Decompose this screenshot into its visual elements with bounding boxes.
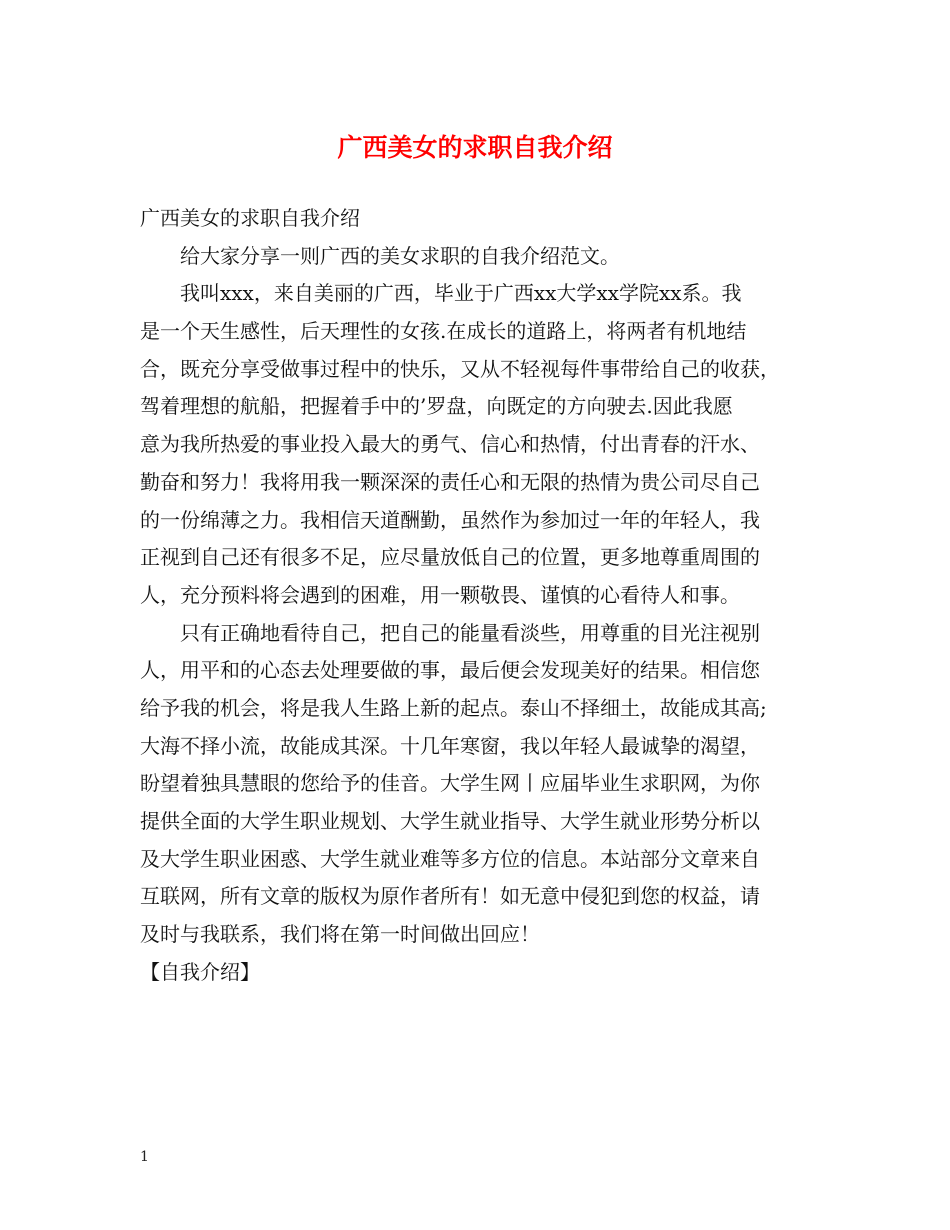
text-line: 合，既充分享受做事过程中的快乐，又从不轻视每件事带给自己的收获， xyxy=(140,356,780,381)
text-line: 盼望着独具慧眼的您给予的佳音。大学生网丨应届毕业生求职网，为你 xyxy=(140,771,760,796)
text-line: 驾着理想的航船，把握着手中的’罗盘，向既定的方向驶去.因此我愿 xyxy=(140,394,733,419)
text-line: 广西美女的求职自我介绍 xyxy=(140,206,360,230)
document-title: 广西美女的求职自我介绍 xyxy=(337,133,613,162)
text-line: 我叫xxx，来自美丽的广西，毕业于广西xx大学xx学院xx系。我 xyxy=(180,281,742,306)
text-line: 人，用平和的心态去处理要做的事，最后便会发现美好的结果。相信您 xyxy=(140,658,760,683)
text-line: 及大学生职业困惑、大学生就业难等多方位的信息。本站部分文章来自 xyxy=(140,846,760,871)
text-line: 只有正确地看待自己，把自己的能量看淡些，用尊重的目光注视别 xyxy=(180,620,760,645)
page-number: 1 xyxy=(140,1149,149,1165)
text-line: 的一份绵薄之力。我相信天道酬勤，虽然作为参加过一年的年轻人，我 xyxy=(140,507,760,532)
text-line: 是一个天生感性，后天理性的女孩.在成长的道路上，将两者有机地结 xyxy=(140,319,747,344)
text-line: 正视到自己还有很多不足，应尽量放低自己的位置，更多地尊重周围的 xyxy=(140,545,760,570)
text-line: 勤奋和努力！我将用我一颗深深的责任心和无限的热情为贵公司尽自己 xyxy=(140,469,760,494)
text-line: 给大家分享一则广西的美女求职的自我介绍范文。 xyxy=(180,243,620,268)
text-line: 给予我的机会，将是我人生路上新的起点。泰山不择细土，故能成其高; xyxy=(140,695,767,720)
text-line: 及时与我联系，我们将在第一时间做出回应！ xyxy=(140,922,540,947)
text-line: 【自我介绍】 xyxy=(140,959,260,984)
document-body xyxy=(140,200,820,991)
text-line: 人，充分预料将会遇到的困难，用一颗敬畏、谨慎的心看待人和事。 xyxy=(140,582,740,607)
text-line: 意为我所热爱的事业投入最大的勇气、信心和热情，付出青春的汗水、 xyxy=(140,432,760,457)
text-line: 互联网，所有文章的版权为原作者所有！如无意中侵犯到您的权益，请 xyxy=(140,884,760,909)
text-line: 提供全面的大学生职业规划、大学生就业指导、大学生就业形势分析以 xyxy=(140,809,760,833)
text-line: 大海不择小流，故能成其深。十几年寒窗，我以年轻人最诚挚的渴望， xyxy=(140,733,760,758)
